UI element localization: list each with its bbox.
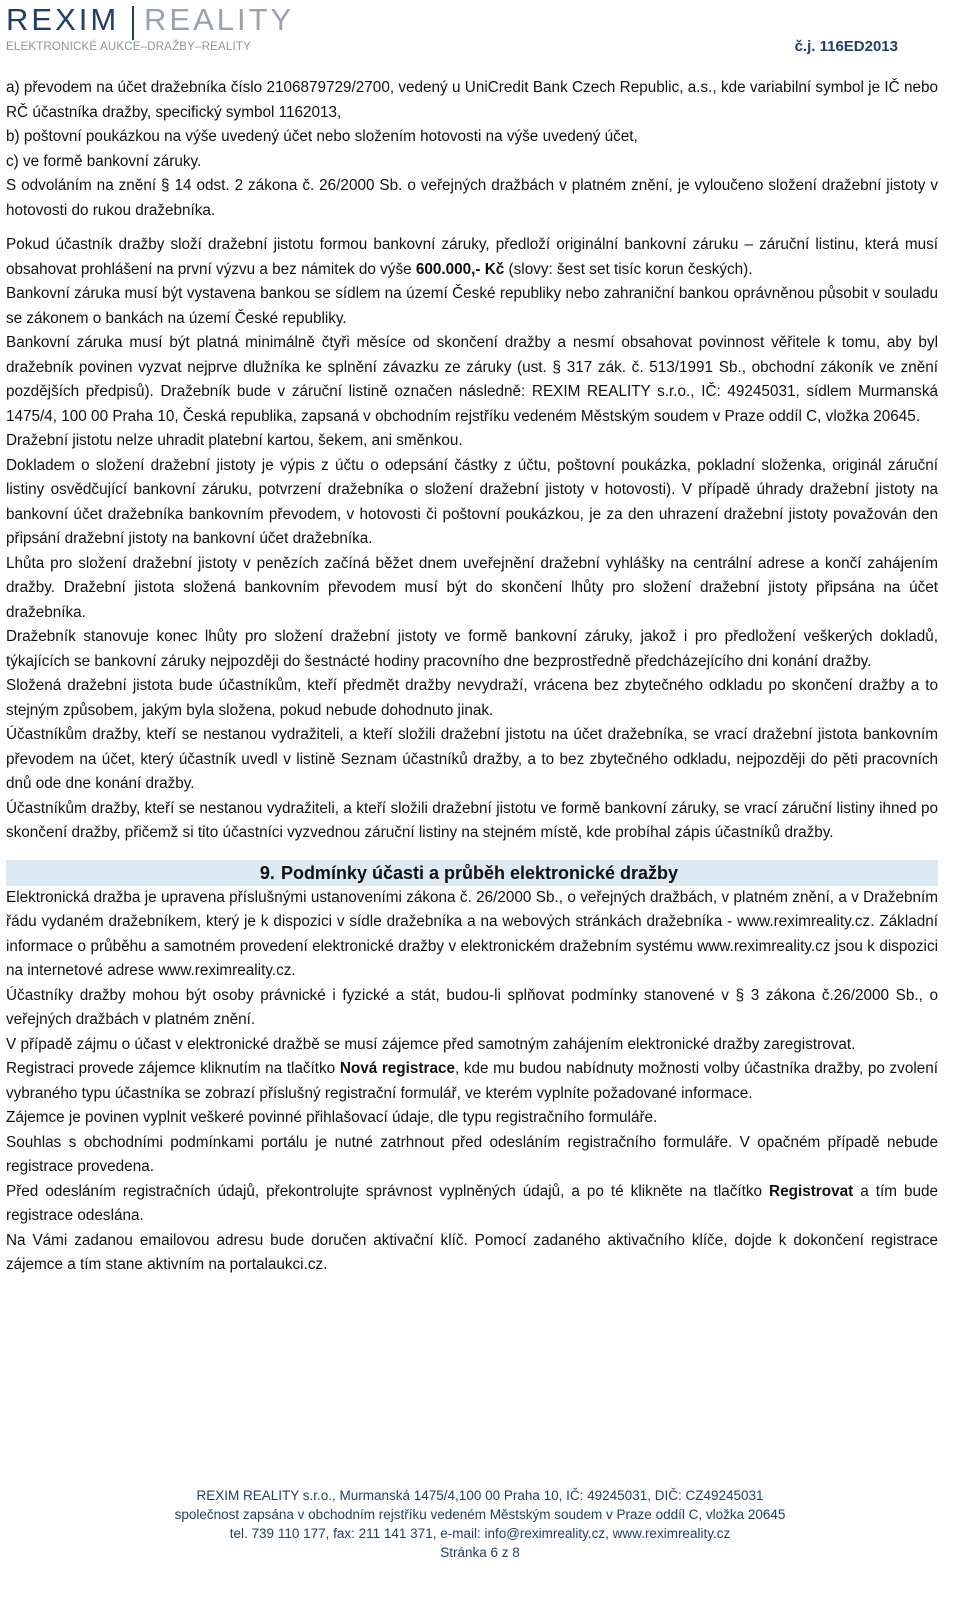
section-title: Podmínky účasti a průběh elektronické dražby xyxy=(280,862,679,883)
page-footer xyxy=(0,1486,960,1562)
paragraph: S odvoláním na znění § 14 odst. 2 zákona č. 26/2000 Sb. o veřejných dražbách v platném znění, je vyloučeno složení dražební jistoty v hotovosti do rukou dražebníka. xyxy=(6,177,938,219)
footer-registry-line: společnost zapsána v obchodním rejstříku vedeném Městským soudem v Praze oddíl C, vložka 20645 xyxy=(174,1507,786,1522)
paragraph: Dražebník stanovuje konec lhůty pro složení dražební jistoty ve formě bankovní záruky, jakož i pro předložení veškerých dokladů, týkajících se bankovní záruky nejpozději do šestnácté hodiny pracovního dne bezprostředně předcházejícího dni konání dražby. xyxy=(6,628,938,670)
paragraph: V případě zájmu o účast v elektronické dražbě se musí zájemce před samotným zahájením elektronické dražby zaregistrovat. xyxy=(6,1035,856,1053)
document-body xyxy=(6,76,938,1278)
spacer xyxy=(6,223,938,233)
paragraph xyxy=(6,1180,938,1229)
logo-subtitle: ELEKTRONICKÉ AUKCE–DRAŽBY–REALITY xyxy=(6,41,251,53)
paragraph: Účastníkům dražby, kteří se nestanou vydražiteli, a kteří složili dražební jistotu na účet dražebníka, se vrací dražební jistota bankovním převodem na účet, který účastník uvedl v listině Seznam účastníků dražby, a to bez zbytečného odkladu, nejpozději do pěti pracovních dnů ode dne konání dražby. xyxy=(6,726,938,792)
paragraph: Zájemce je povinen vyplnit veškeré povinné přihlašovací údaje, dle typu registračního formuláře. xyxy=(6,1109,658,1126)
section-heading xyxy=(6,860,938,886)
paragraph: Elektronická dražba je upravena příslušnými ustanoveními zákona č. 26/2000 Sb., o veřejných dražbách, v platném znění, a v Dražebním řádu vydaném dražebníkem, který je k dispozici v sídle dražebníka a na webových stránkách dražebníka - www.reximreality.cz. Základní informace o průběhu a samotném provedení elektronické dražby v elektronickém dražebním systému www.reximreality.cz jsou k dispozici na internetové adrese www.reximreality.cz. xyxy=(6,888,938,979)
text-run: , kde mu budou nabídnuty možnosti volby účastníka dražby, po zvolení vybraného typu účastníka se zobrazí příslušný registrační formulář, ve kterém vyplníte požadované informace. xyxy=(6,1060,938,1102)
logo-brand-right: REALITY xyxy=(144,2,295,37)
paragraph: Lhůta pro složení dražební jistoty v penězích začíná běžet dnem uveřejnění dražební vyhlášky na centrální adrese a končí zahájením dražby. Dražební jistota složená bankovním převodem musí být do skončení lhůty pro složení dražební jistoty připsána na účet dražebníka. xyxy=(6,554,938,621)
section-number: 9. xyxy=(259,862,275,883)
text-run: Před odesláním registračních údajů, překontrolujte správnost vyplněných údajů, a po té klikněte na tlačítko xyxy=(6,1182,770,1200)
reference-number: č.j. 116ED2013 xyxy=(794,38,898,55)
paragraph: Na Vámi zadanou emailovou adresu bude doručen aktivační klíč. Pomocí zadaného aktivačního klíče, dojde k dokončení registrace zájemce a tím stane aktivním na portalaukci.cz. xyxy=(6,1231,938,1273)
text-run: a tím bude registrace odeslána. xyxy=(6,1182,938,1224)
guarantee-amount: 600.000,- Kč xyxy=(415,260,505,278)
paragraph: Bankovní záruka musí být vystavena bankou se sídlem na území České republiky nebo zahraniční bankou oprávněnou působit v souladu se zákonem o bankách na území České republiky. xyxy=(6,285,938,327)
footer-contact-line: tel. 739 110 177, fax: 211 141 371, e-mail: info@reximreality.cz, www.reximreality.cz xyxy=(229,1526,731,1541)
paragraph xyxy=(6,1057,938,1106)
paragraph: c) ve formě bankovní záruky. xyxy=(6,152,202,170)
paragraph: a) převodem na účet dražebníka číslo 2106879729/2700, vedený u UniCredit Bank Czech Republic, a.s., kde variabilní symbol je IČ nebo RČ účastníka dražby, specifický symbol 1162013, xyxy=(6,79,938,121)
logo-separator xyxy=(132,6,134,40)
paragraph: b) poštovní poukázkou na výše uvedený účet nebo složením hotovosti na výše uvedený účet, xyxy=(6,128,638,145)
paragraph: Účastníky dražby mohou být osoby právnické i fyzické a stát, budou-li splňovat podmínky stanovené v § 3 zákona č.26/2000 Sb., o veřejných dražbách v platném znění. xyxy=(6,986,938,1028)
page-header xyxy=(0,0,960,60)
page-number: Stránka 6 z 8 xyxy=(440,1545,520,1560)
paragraph: Souhlas s obchodními podmínkami portálu je nutné zatrhnout před odesláním registračního formuláře. V opačném případě nebude registrace provedena. xyxy=(6,1133,938,1175)
paragraph: Dražební jistotu nelze uhradit platební kartou, šekem, ani směnkou. xyxy=(6,432,463,449)
paragraph: Složená dražební jistota bude účastníkům, kteří předmět dražby nevydraží, vrácena bez zbytečného odkladu po skončení dražby a to stejným způsobem, jakým byla složena, pokud nebude dohodnuto jinak. xyxy=(6,677,938,719)
register-label: Registrovat xyxy=(769,1182,854,1200)
paragraph: Účastníkům dražby, kteří se nestanou vydražiteli, a kteří složili dražební jistotu ve formě bankovní záruky, se vrací záruční listiny ihned po skončení dražby, přičemž si tito účastníci vyzvednou záruční listiny na stejném místě, kde probíhal zápis účastníků dražby. xyxy=(6,799,938,841)
text-run: Pokud účastník dražby složí dražební jistotu formou bankovní záruky, předloží originální bankovní záruku – záruční listinu, která musí obsahovat prohlášení na první výzvu a bez námitek do výše xyxy=(6,236,938,278)
logo-brand-left: REXIM xyxy=(6,2,120,37)
company-logo xyxy=(6,2,296,56)
paragraph: Dokladem o složení dražební jistoty je výpis z účtu o odepsání částky z účtu, poštovní poukázka, pokladní složenka, originál záruční listiny osvědčující bankovní záruku, potvrzení dražebníka o složení dražební jistoty v hotovosti). V případě úhrady dražební jistoty na bankovní účet dražebníka bankovním převodem, v hotovosti či poštovní poukázkou, je za den uhrazení dražební jistoty považován den připsání dražební jistoty na bankovní účet dražebníka. xyxy=(6,456,938,547)
footer-company-line: REXIM REALITY s.r.o., Murmanská 1475/4,100 00 Praha 10, IČ: 49245031, DIČ: CZ49245031 xyxy=(196,1488,764,1503)
paragraph: Bankovní záruka musí být platná minimálně čtyři měsíce od skončení dražby a nesmí obsahovat povinnost věřitele k tomu, aby byl dražebník povinen vyzvat nejprve dlužníka ke splnění závazku ze záruky (ust. § 317 zák. č. 513/1991 Sb., obchodní zákoník ve znění pozdějších předpisů). Dražebník bude v záruční listině označen následně: REXIM REALITY s.r.o., IČ: 49245031, sídlem Murmanská 1475/4, 100 00 Praha 10, Česká republika, zapsaná v obchodním rejstříku vedeném Městským soudem v Praze oddíl C, vložka 20645. xyxy=(6,334,938,425)
text-run: (slovy: šest set tisíc korun českých). xyxy=(504,260,753,278)
text-run: Registraci provede zájemce kliknutím na tlačítko xyxy=(6,1060,340,1077)
new-registration-label: Nová registrace xyxy=(339,1060,455,1077)
paragraph xyxy=(6,233,938,282)
